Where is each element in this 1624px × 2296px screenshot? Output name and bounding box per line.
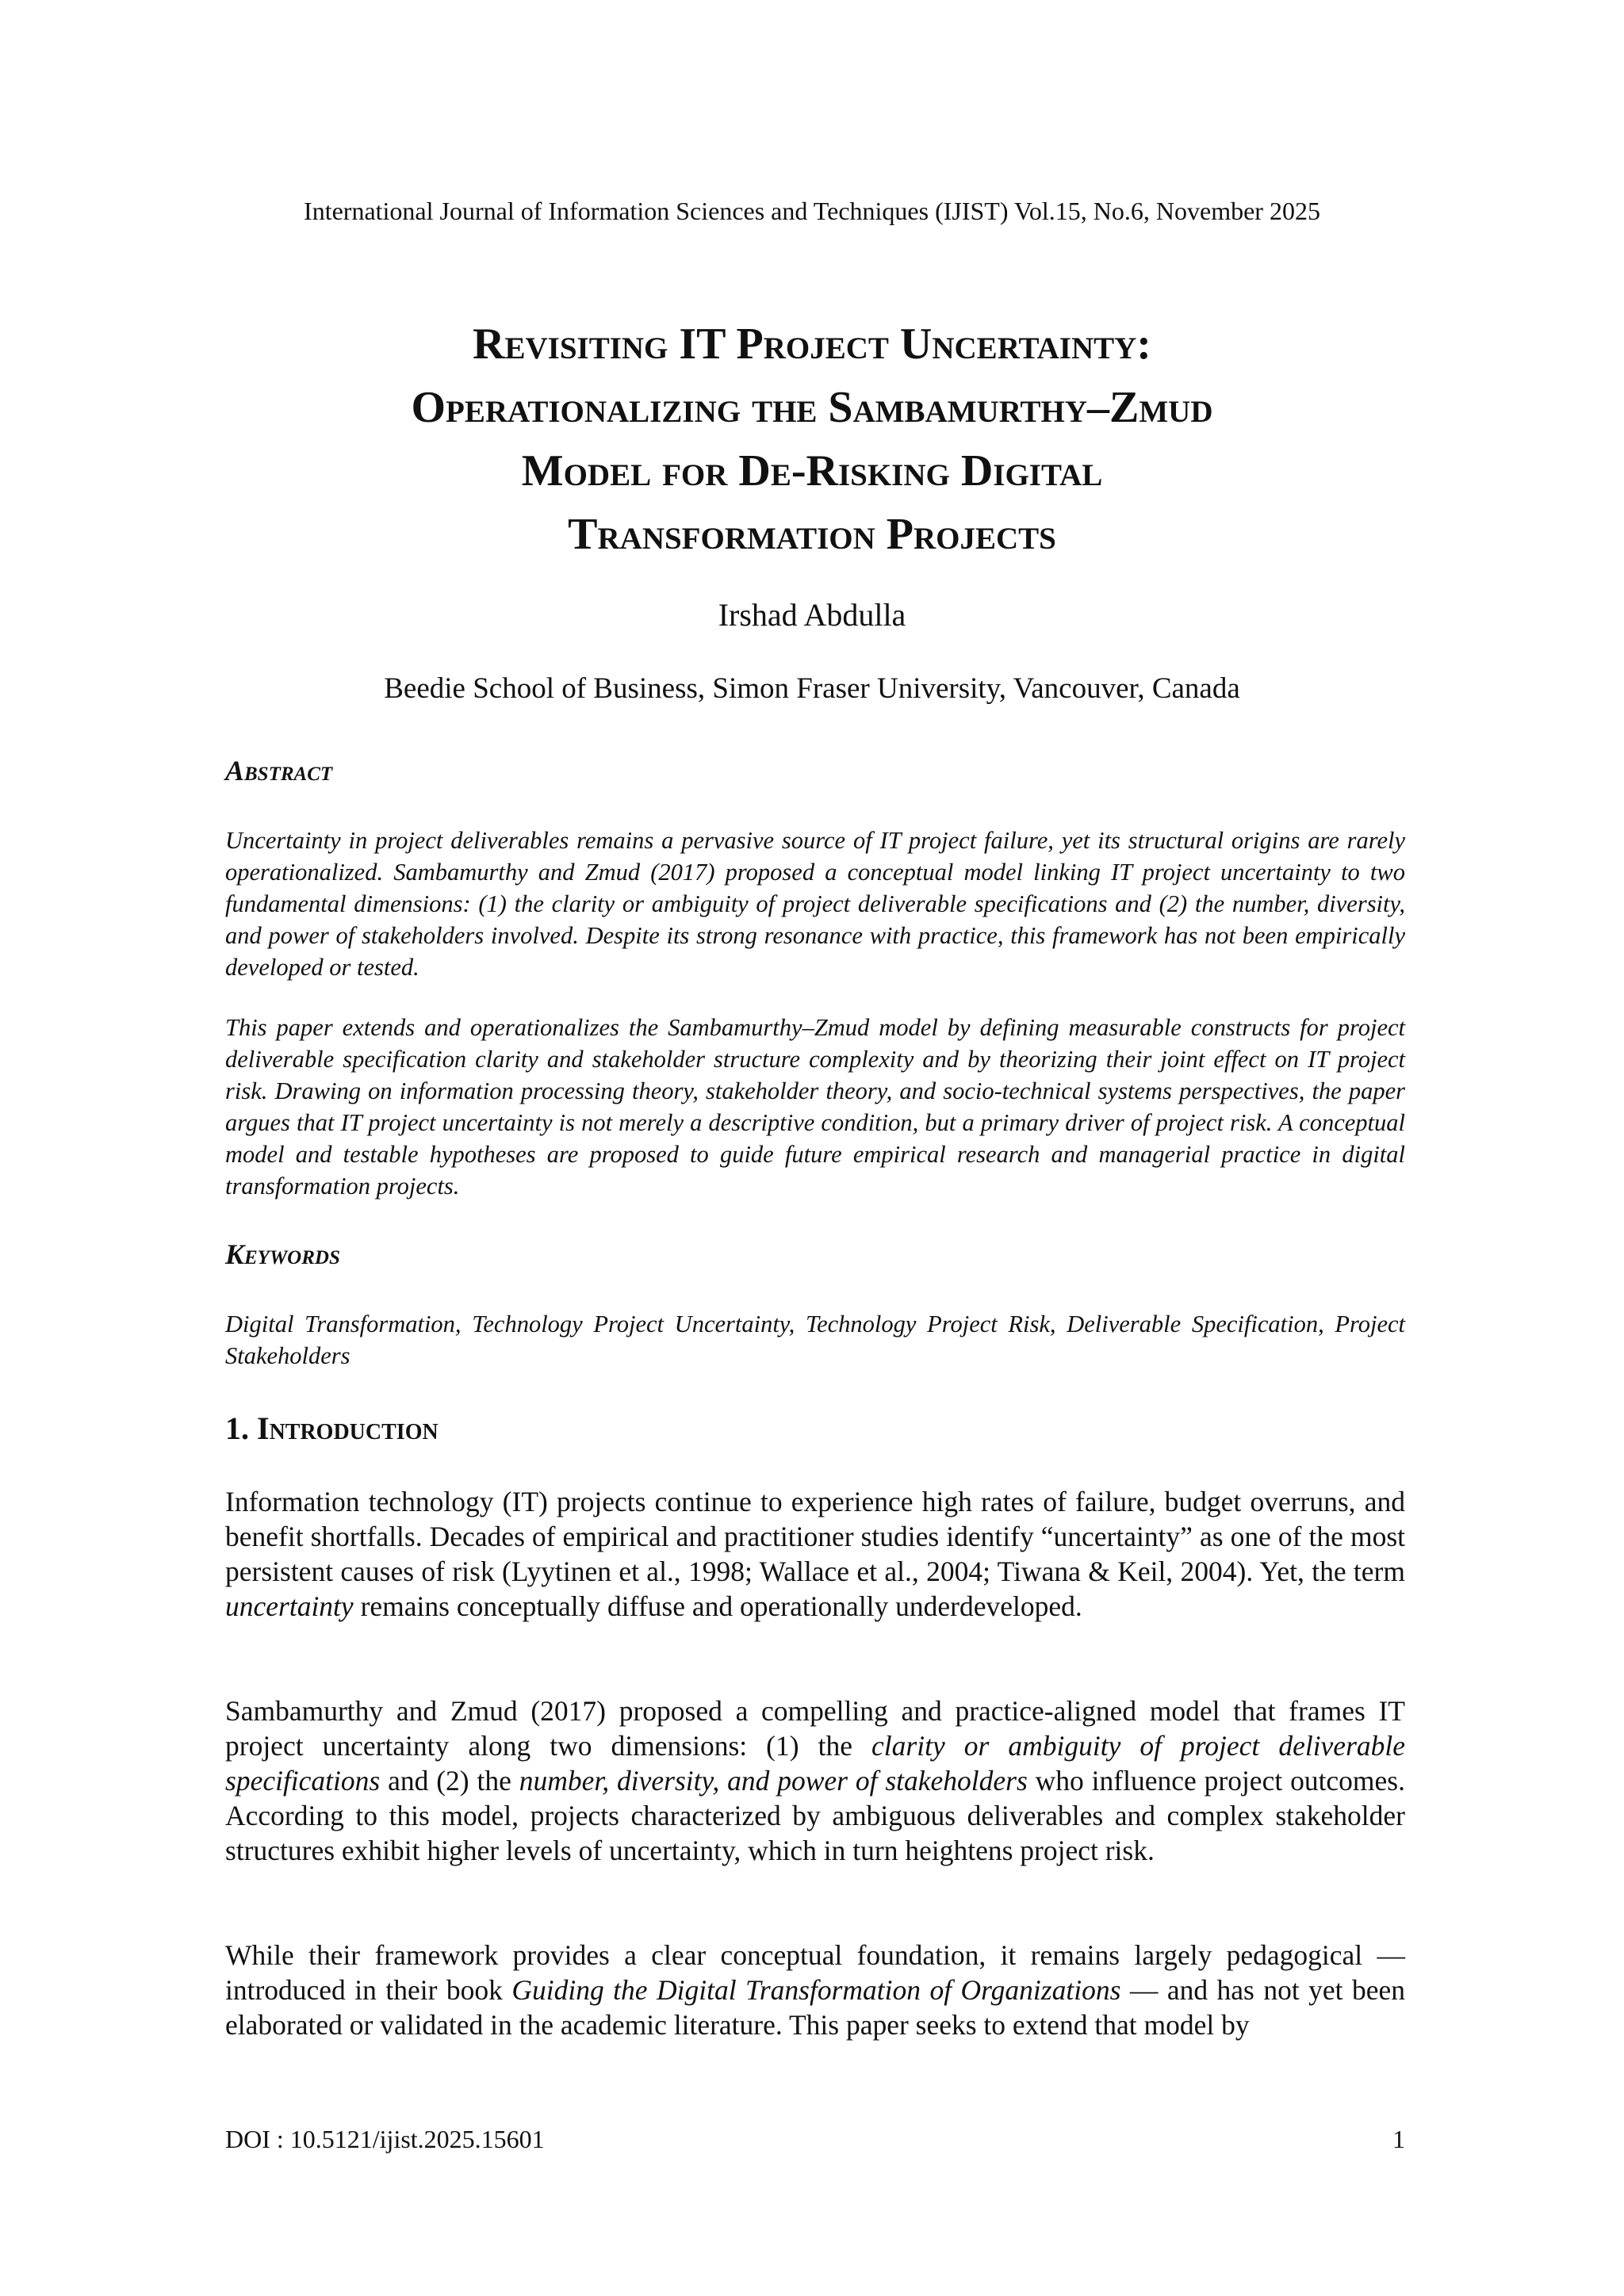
text-run: and (2) the (380, 1765, 519, 1797)
keywords-heading (225, 1237, 1405, 1272)
keywords-heading-text: Keywords (225, 1238, 340, 1270)
emphasis-text: clarity or ambiguity of project deliverable specifications (225, 1730, 1405, 1797)
page-number: 1 (1392, 2125, 1405, 2153)
introduction-heading (225, 1410, 1405, 1448)
text-run: — and has not yet been elaborated or validated in the academic literature. This paper seeks to extend that model by (225, 1974, 1406, 2041)
introduction-heading-text: 1. Introduction (225, 1410, 439, 1446)
author-name: Irshad Abdulla (718, 597, 906, 633)
keywords-list: Digital Transformation, Technology Project Uncertainty, Technology Project Risk, Deliverable Specification, Project Stakeholders (225, 1311, 1405, 1369)
title-line: Revisiting IT Project Uncertainty: (473, 320, 1151, 369)
text-run: who influence project outcomes. According to this model, projects characterized by ambiguous deliverables and complex stakeholder structures exhibit higher levels of uncertainty, which in turn heightens project risk. (225, 1765, 1405, 1866)
intro-paragraph-3 (225, 1938, 1405, 2042)
text-run: While their framework provides a clear conceptual foundation, it remains largely pedagogical — introduced in their book (225, 1939, 1405, 2006)
author-affiliation: Beedie School of Business, Simon Fraser University, Vancouver, Canada (384, 672, 1240, 705)
paper-title (206, 312, 1418, 566)
abstract-heading-text: Abstract (225, 755, 333, 786)
title-line: Transformation Projects (568, 510, 1056, 559)
text-run: remains conceptually diffuse and operationally underdeveloped. (353, 1590, 1082, 1622)
text-run: Sambamurthy and Zmud (2017) proposed a compelling and practice-aligned model that frames IT project uncertainty along two dimensions: (1) the (225, 1695, 1405, 1762)
title-line: Operationalizing the Sambamurthy–Zmud (411, 383, 1213, 432)
intro-paragraph-1 (225, 1484, 1405, 1624)
running-header: International Journal of Information Sciences and Techniques (IJIST) Vol.15, No.6, November 2025 (304, 197, 1320, 225)
abstract-paragraph: This paper extends and operationalizes the Sambamurthy–Zmud model by defining measurable constructs for project deliverable specification clarity and stakeholder structure complexity and by theorizing their joint effect on IT project risk. Drawing on information processing theory, stakeholder theory, and socio-technical systems perspectives, the paper argues that IT project uncertainty is not merely a descriptive condition, but a primary driver of project risk. A conceptual model and testable hypotheses are proposed to guide future empirical research and managerial practice in digital transformation projects. (225, 1014, 1405, 1200)
footer-doi: DOI : 10.5121/ijist.2025.15601 (225, 2125, 545, 2153)
abstract-heading (225, 753, 1405, 788)
emphasis-text: number, diversity, and power of stakeholders (519, 1765, 1028, 1797)
emphasis-text: uncertainty (225, 1590, 354, 1622)
title-line: Model for De-Risking Digital (521, 446, 1103, 496)
text-run: Information technology (IT) projects continue to experience high rates of failure, budget overruns, and benefit shortfalls. Decades of empirical and practitioner studies identify “uncertainty” as one of the most persistent causes of risk (Lyytinen et al., 1998; Wallace et al., 2004; Tiwana & Keil, 2004). Yet, the term (225, 1486, 1405, 1587)
abstract-paragraph: Uncertainty in project deliverables remains a pervasive source of IT project failure, yet its structural origins are rarely operationalized. Sambamurthy and Zmud (2017) proposed a conceptual model linking IT project uncertainty to two fundamental dimensions: (1) the clarity or ambiguity of project deliverable specifications and (2) the number, diversity, and power of stakeholders involved. Despite its strong resonance with practice, this framework has not been empirically developed or tested. (225, 827, 1405, 981)
intro-paragraph-2 (225, 1693, 1405, 1868)
emphasis-text: Guiding the Digital Transformation of Organizations (511, 1974, 1121, 2006)
